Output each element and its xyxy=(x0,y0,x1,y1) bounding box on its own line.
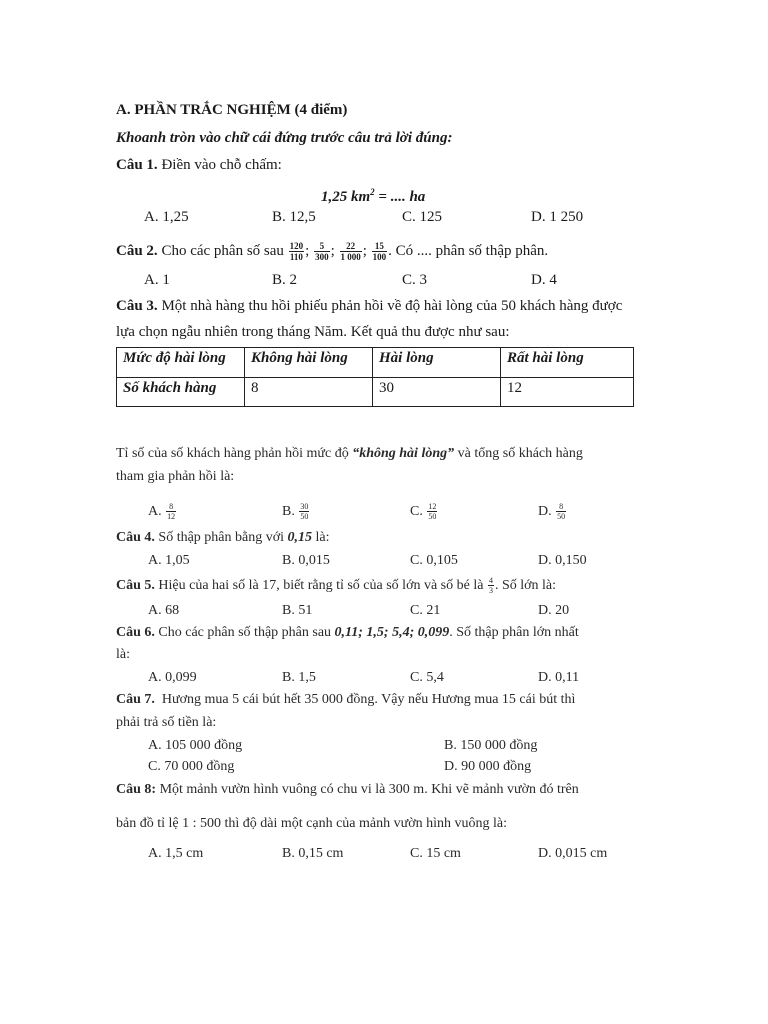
table-header-cell: Rất hài lòng xyxy=(501,348,634,378)
q7-option-d[interactable]: D. 90 000 đồng xyxy=(444,759,532,774)
q4-option-d[interactable]: D. 0,150 xyxy=(538,553,587,568)
q1-option-d[interactable]: D. 1 250 xyxy=(531,209,584,225)
q6-option-b[interactable]: B. 1,5 xyxy=(282,670,316,685)
q2-label: Câu 2. xyxy=(116,243,158,259)
q7-option-b[interactable]: B. 150 000 đồng xyxy=(444,738,538,753)
q2-fraction-4: $\frac{15}{100}$ xyxy=(372,241,387,263)
q1-label: Câu 1. xyxy=(116,157,158,173)
q2-prompt: Câu 2. Cho các phân số sau $\frac{120}{110}$ ; $\frac{5}{300}$ ; $\frac{22}{1 000}$ ; $\frac{15}{100}$ . Có .... phân số thập phân. xyxy=(116,241,549,263)
q1-option-b[interactable]: B. 12,5 xyxy=(272,209,316,225)
q6-option-a[interactable]: A. 0,099 xyxy=(148,670,197,685)
table-header-cell: Hài lòng xyxy=(373,348,501,378)
q2-option-c[interactable]: C. 3 xyxy=(402,272,428,288)
q2-text-before: Cho các phân số sau xyxy=(161,243,284,259)
q5-option-b[interactable]: B. 51 xyxy=(282,603,313,618)
q2-text-after: . Có .... phân số thập phân. xyxy=(388,243,549,259)
q2-option-d[interactable]: D. 4 xyxy=(531,272,557,288)
table-cell: 30 xyxy=(373,377,501,407)
q6-option-d[interactable]: D. 0,11 xyxy=(538,670,580,685)
q6-line-2: là: xyxy=(116,647,130,662)
instruction: Khoanh tròn vào chữ cái đứng trước câu trả lời đúng: xyxy=(116,130,453,146)
q3-question-line-1: Tỉ số của số khách hàng phản hồi mức độ “không hài lòng” và tổng số khách hàng xyxy=(116,446,583,461)
q4-option-c[interactable]: C. 0,105 xyxy=(410,553,458,568)
table-row xyxy=(117,348,634,378)
q3-option-d[interactable]: D. $\frac{8}{50}$ xyxy=(538,502,566,522)
table-row xyxy=(117,377,634,407)
q1-prompt xyxy=(116,155,282,175)
q3-option-b[interactable]: B. $\frac{30}{50}$ xyxy=(282,502,309,522)
q5-option-a[interactable]: A. 68 xyxy=(148,603,180,618)
q8-line-2: bản đồ tỉ lệ 1 : 500 thì độ dài một cạnh của mảnh vườn hình vuông là: xyxy=(116,816,507,831)
q3-question-line-2: tham gia phản hồi là: xyxy=(116,469,235,484)
q1-text: Điền vào chỗ chấm: xyxy=(161,157,282,173)
q3-option-c[interactable]: C. $\frac{12}{50}$ xyxy=(410,502,437,522)
q7-line-2: phải trả số tiền là: xyxy=(116,715,217,730)
q2-fraction-1: $\frac{120}{110}$ xyxy=(289,241,304,263)
q6-prompt: Câu 6. Cho các phân số thập phân sau 0,11; 1,5; 5,4; 0,099. Số thập phân lớn nhất xyxy=(116,625,579,640)
q4-option-b[interactable]: B. 0,015 xyxy=(282,553,330,568)
table-cell: 12 xyxy=(501,377,634,407)
q8-option-d[interactable]: D. 0,015 cm xyxy=(538,846,608,861)
q7-line-1: Câu 7. Hương mua 5 cái bút hết 35 000 đồng. Vậy nếu Hương mua 15 cái bút thì xyxy=(116,692,576,707)
q1-option-a[interactable]: A. 1,25 xyxy=(144,209,189,225)
q1-option-c[interactable]: C. 125 xyxy=(402,209,443,225)
q5-option-d[interactable]: D. 20 xyxy=(538,603,570,618)
q4-option-a[interactable]: A. 1,05 xyxy=(148,553,190,568)
q5-prompt: Câu 5. Hiệu của hai số là 17, biết rằng tỉ số của số lớn và số bé là $\frac{4}{3}$ . Số lớn là: xyxy=(116,576,557,596)
table-header-cell: Mức độ hài lòng xyxy=(117,348,245,378)
table-cell: 8 xyxy=(245,377,373,407)
q3-label: Câu 3. xyxy=(116,298,158,314)
q8-line-1: Câu 8: Một mảnh vườn hình vuông có chu vi là 300 m. Khi vẽ mảnh vườn đó trên xyxy=(116,782,579,797)
q2-fraction-2: $\frac{5}{300}$ xyxy=(315,241,329,263)
survey-table xyxy=(116,347,634,407)
q6-option-c[interactable]: C. 5,4 xyxy=(410,670,444,685)
q8-option-b[interactable]: B. 0,15 cm xyxy=(282,846,344,861)
q3-line-2: lựa chọn ngẫu nhiên trong tháng Năm. Kết quả thu được như sau: xyxy=(116,324,510,340)
q8-option-c[interactable]: C. 15 cm xyxy=(410,846,461,861)
q5-option-c[interactable]: C. 21 xyxy=(410,603,441,618)
table-header-cell: Không hài lòng xyxy=(245,348,373,378)
table-cell: Số khách hàng xyxy=(117,377,245,407)
q3-option-a[interactable]: A. $\frac{8}{12}$ xyxy=(148,502,176,522)
q3-line-1: Câu 3. Một nhà hàng thu hồi phiếu phản hồi về độ hài lòng của 50 khách hàng được xyxy=(116,298,623,314)
q7-option-a[interactable]: A. 105 000 đồng xyxy=(148,738,243,753)
q8-option-a[interactable]: A. 1,5 cm xyxy=(148,846,204,861)
q2-option-a[interactable]: A. 1 xyxy=(144,272,170,288)
q4-prompt: Câu 4. Số thập phân bằng với 0,15 là: xyxy=(116,530,330,545)
q2-option-b[interactable]: B. 2 xyxy=(272,272,298,288)
q2-fraction-3: $\frac{22}{1 000}$ xyxy=(340,241,361,263)
q1-formula: 1,25 $km^2$ = .... ha xyxy=(321,187,426,205)
q7-option-c[interactable]: C. 70 000 đồng xyxy=(148,759,235,774)
section-title: A. PHẦN TRẮC NGHIỆM (4 điểm) xyxy=(116,102,348,118)
